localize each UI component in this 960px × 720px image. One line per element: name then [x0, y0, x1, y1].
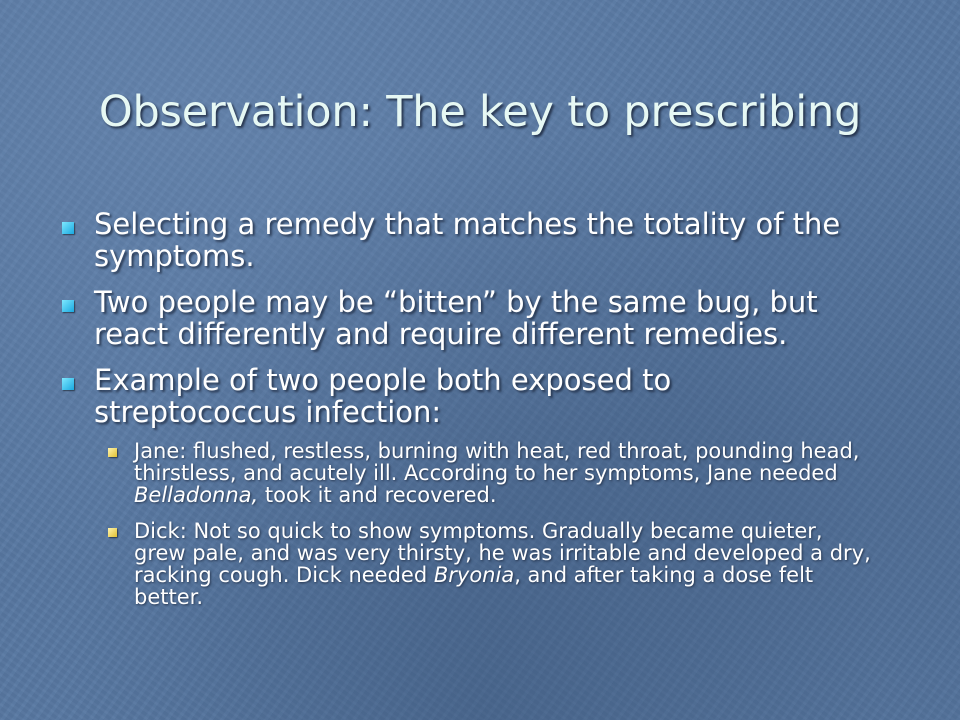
square-bullet-icon	[62, 222, 74, 234]
square-bullet-icon	[62, 378, 74, 390]
square-bullet-icon	[62, 300, 74, 312]
sub-bullet-item	[94, 440, 880, 506]
slide-title: Observation: The key to prescribing	[98, 87, 862, 137]
small-square-bullet-icon	[108, 528, 117, 537]
bullet-text: Example of two people both exposed to streptococcus infection:	[94, 363, 672, 429]
sub-bullet-text-end: , and after taking a dose felt better.	[134, 563, 814, 609]
bullet-list	[60, 208, 880, 622]
bullet-item	[60, 364, 880, 608]
sub-bullet-text-end: took it and recovered.	[258, 483, 497, 507]
bullet-text: Selecting a remedy that matches the totality of the symptoms.	[94, 207, 841, 273]
bullet-text: Two people may be “bitten” by the same bug, but react differently and require different remedies.	[94, 285, 818, 351]
remedy-name: Belladonna,	[134, 483, 259, 507]
bullet-item	[60, 286, 880, 350]
sub-bullet-item	[94, 520, 880, 608]
small-square-bullet-icon	[108, 448, 117, 457]
sub-bullet-text: Dick: Not so quick to show symptoms. Gradually became quieter, grew pale, and was very thirsty, he was irritable and developed a dry, racking cough. Dick needed	[134, 519, 871, 587]
bullet-item	[60, 208, 880, 272]
remedy-name: Bryonia	[433, 563, 515, 587]
sub-bullet-text: Jane: flushed, restless, burning with heat, red throat, pounding head, thirstless, and acutely ill. According to her symptoms, Jane needed	[134, 439, 860, 485]
sub-bullet-list	[94, 440, 880, 608]
